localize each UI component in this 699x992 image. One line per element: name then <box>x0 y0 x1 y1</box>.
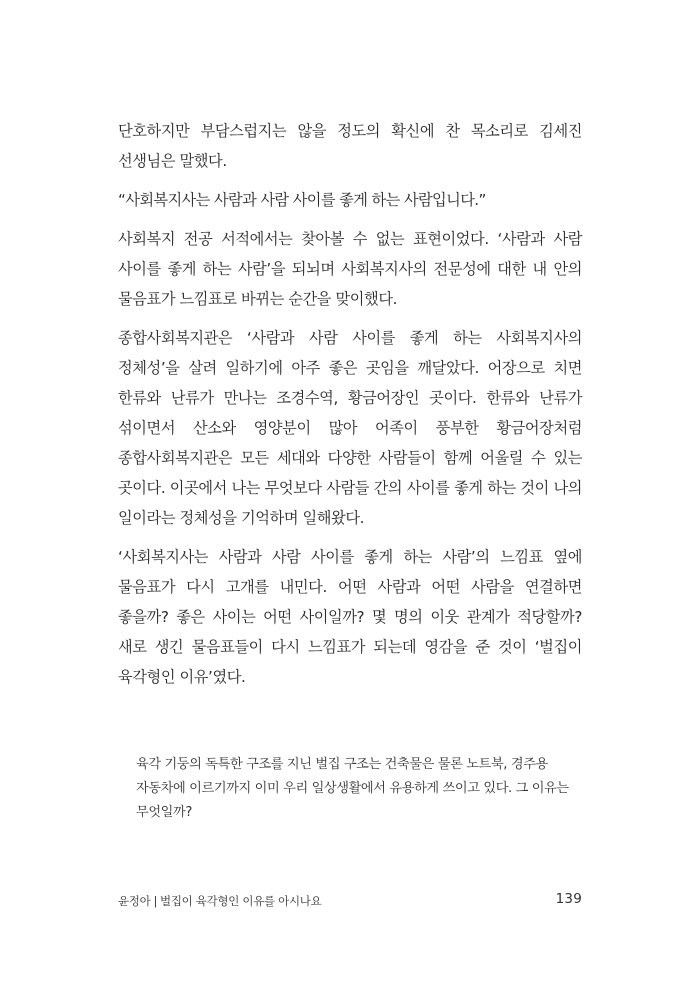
paragraph-3: 사회복지 전공 서적에서는 찾아볼 수 없는 표현이었다. ‘사람과 사람 사이를 좋게 하는 사람’을 되뇌며 사회복지사의 전문성에 대한 내 안의 물음표가 느낌표로 바뀌는 순간을 맞이했다. <box>118 230 582 308</box>
paragraph-1: 단호하지만 부담스럽지는 않을 정도의 확신에 찬 목소리로 김세진 선생님은 말했다. <box>118 122 582 170</box>
body-text <box>118 116 582 701</box>
paragraph-4: 종합사회복지관은 ‘사람과 사람 사이를 좋게 하는 사회복지사의 정체성’을 살려 일하기에 아주 좋은 곳임을 깨달았다. 어장으로 치면 한류와 난류가 만나는 조경수역, 황금어장인 곳이다. 한류와 난류가 섞이면서 산소와 영양분이 많아 어족이 풍부한 황금어장처럼 종합사회복지관은 모든 세대와 다양한 사람들이 함께 어울릴 수 있는 곳이다. 이곳에서 나는 무엇보다 사람들 간의 사이를 좋게 하는 것이 나의 일이라는 정체성을 기억하며 일해왔다. <box>118 329 582 527</box>
page-number: 139 <box>555 891 582 907</box>
page-footer <box>118 893 582 913</box>
footer-book-title: 벌집이 육각형인 이유를 아시나요 <box>160 894 322 908</box>
paragraph-5: ‘사회복지사는 사람과 사람 사이를 좋게 하는 사람’의 느낌표 옆에 물음표가 다시 고개를 내민다. 어떤 사람과 어떤 사람을 연결하면 좋을까? 좋은 사이는 어떤 사이일까? 몇 명의 이웃 관계가 적당할까? 새로 생긴 물음표들이 다시 느낌표가 되는데 영감을 준 것이 ‘벌집이 육각형인 이유’였다. <box>118 548 582 686</box>
image-caption: 육각 기둥의 독특한 구조를 지닌 벌집 구조는 건축물은 물론 노트북, 경주용 자동차에 이르기까지 이미 우리 일상생활에서 유용하게 쓰이고 있다. 그 이유는 무엇일까? <box>136 757 569 820</box>
footer-separator: | <box>153 894 158 908</box>
paragraph-quote: “사회복지사는 사람과 사람 사이를 좋게 하는 사람입니다.” <box>118 191 486 209</box>
footer-author: 윤정아 <box>118 894 151 908</box>
running-footer <box>118 893 321 909</box>
